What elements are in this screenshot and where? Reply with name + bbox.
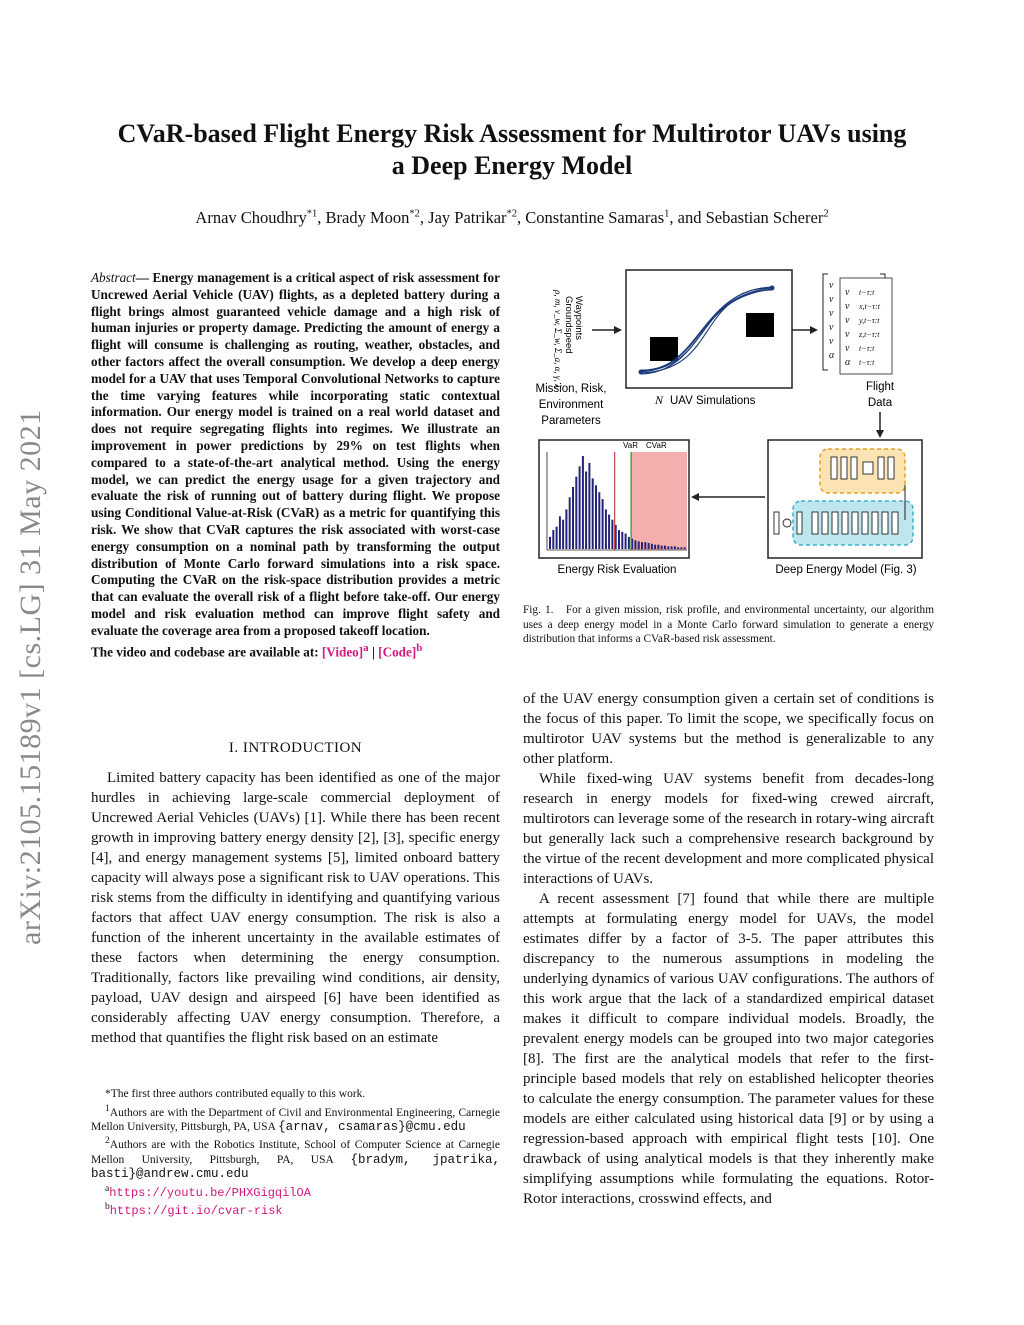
cvar-region xyxy=(632,452,687,550)
histogram-bar xyxy=(562,520,564,549)
svg-text:v: v xyxy=(829,294,834,305)
author-1: Arnav Choudhry xyxy=(195,208,307,227)
sim-n: N xyxy=(655,393,664,407)
histogram-bar xyxy=(684,547,686,549)
cvar-label: CVaR xyxy=(646,441,667,450)
arrow-head-sim xyxy=(810,326,818,334)
histogram-bar xyxy=(641,542,643,549)
svg-text:v: v xyxy=(845,287,850,298)
histogram-bar xyxy=(575,477,577,549)
abstract xyxy=(91,270,500,661)
histogram-bar xyxy=(664,546,666,549)
goal-point xyxy=(770,286,775,291)
footnote-1-text: Authors are with the Department of Civil and Environmental Engineering, Carnegie Mellon University, Pittsburgh, PA, USA xyxy=(91,1106,500,1133)
obstacle-2 xyxy=(746,313,774,337)
footnote-equal-contribution: *The first three authors contributed equally to this work. xyxy=(105,1088,366,1100)
author-list: Arnav Choudhry$^{*1}$, Brady Moon$^{*2}$, Jay Patrikar$^{*2}$, Constantine Samaras$^1$, and Sebastian Scherer$^2$ xyxy=(195,208,829,227)
right-paragraph-2: While fixed-wing UAV systems benefit from decades-long research in energy models for fixed-wing crewed aircraft, multirotors can leverage some of the research in rotary-wing aircraft but generally lack such a comprehensive research background by the virtue of the recent development and more complicated physical interactions of UAVs. xyxy=(523,771,934,887)
mission-label-2: Environment xyxy=(538,399,604,411)
arrow-head-data xyxy=(876,430,884,438)
author-5: and Sebastian Scherer xyxy=(677,208,824,227)
svg-text:t−τ:t: t−τ:t xyxy=(859,358,875,367)
flight-data-label-1: Flight xyxy=(865,381,895,393)
figure-1-pipeline xyxy=(523,262,935,592)
histogram-bar xyxy=(628,537,630,549)
svg-text:t−τ:t: t−τ:t xyxy=(859,344,875,353)
svg-text:y,t−τ:t: y,t−τ:t xyxy=(859,316,880,325)
author-3: Jay Patrikar xyxy=(428,208,507,227)
right-paragraph-1: of the UAV energy consumption given a certain set of conditions is the focus of this paper. To limit the scope, we specifically focus on multirotor UAV systems but the method is generalizable to any other platform. xyxy=(523,691,934,767)
histogram-bar xyxy=(552,530,554,549)
author-2: Brady Moon xyxy=(325,208,410,227)
caption-text: For a given mission, risk profile, and environmental uncertainty, our algorithm uses a deep energy model in a Monte Carlo forward simulation to generate a energy distribution that informs a CVaR-based risk assessment. xyxy=(523,604,934,645)
deep-model-label: Deep Energy Model (Fig. 3) xyxy=(775,564,917,576)
footnote-1-mark: 1 xyxy=(105,1102,110,1114)
histogram-bar xyxy=(634,540,636,549)
histogram-bar xyxy=(602,499,604,549)
paper-title xyxy=(80,118,944,182)
waypoints-label: Waypoints xyxy=(573,296,584,340)
footnote-affiliation-2 xyxy=(91,1134,500,1181)
var-label: VaR xyxy=(623,441,638,450)
svg-text:v: v xyxy=(845,315,850,326)
histogram-bar xyxy=(654,545,656,549)
histogram-bar xyxy=(595,485,597,549)
author-4: Constantine Samaras xyxy=(525,208,665,227)
histogram-bar xyxy=(667,546,669,549)
obstacle-1 xyxy=(650,337,678,361)
title-line-2: a Deep Energy Model xyxy=(391,151,633,180)
histogram-bar xyxy=(621,532,623,549)
histogram-bar xyxy=(638,541,640,549)
intro-left-column xyxy=(91,768,500,1048)
video-link[interactable]: [Video] xyxy=(321,643,364,659)
histogram-bar xyxy=(657,545,659,549)
histogram-bar xyxy=(556,527,558,549)
histogram-bar xyxy=(677,547,679,549)
intro-paragraph-1: Limited battery capacity has been identified as one of the major hurdles in achieving large-scale commercial deployment of Uncrewed Aerial Vehicles (UAVs) [1]. While there has been recent growth in improving battery energy density [2], [3], specific energy [4], and energy management systems [5], limited onboard battery capacity will always pose a significant risk to UAV operations. This risk stems from the difficulty in identifying and quantifying various factors that affect UAV energy consumption. The risk is also a function of the inherent uncertainty in the available estimates of these factors when determining the energy consumption. Traditionally, factors like prevailing wind conditions, air density, payload, UAV design and airspeed [6] have been identified as considerably affecting UAV energy consumption. Therefore, a method that quantifies the flight risk based on an estimate xyxy=(91,770,500,1046)
histogram-bar xyxy=(559,516,561,549)
svg-text:α: α xyxy=(845,357,851,368)
footnote-2-text: Authors are with the Robotics Institute, School of Computer Science at Carnegie Mellon University, Pittsburgh, PA, USA xyxy=(91,1139,500,1166)
footnote-1-email: {arnav, csamaras}@cmu.edu xyxy=(278,1119,466,1134)
footnote-2-mark: 2 xyxy=(105,1135,110,1147)
histogram-bar xyxy=(549,537,551,549)
author-5-affil: 2 xyxy=(823,208,829,220)
footnote-2-email: {bradym, jpatrika, basti}@andrew.cmu.edu xyxy=(91,1152,500,1182)
abstract-body: — Energy management is a critical aspect of risk assessment for Uncrewed Aerial Vehicle (UAV) flights, as a depleted battery during a flight brings almost guaranteed vehicle damage and a high risk of human injuries or property damage. Predicting the amount of energy a flight will consume is challenging as routing, weather, obstacles, and other factors affect the overall consumption. We develop a deep energy model for a UAV that uses Temporal Convolutional Networks to capture the time varying features while incorporating static contextual information. Our energy model is trained on a real world dataset and does not require segregating flights into regimes. We illustrate an improvement in power predictions by 29% on test flights when compared to a state-of-the-art analytical method. Using the energy model, we can predict the energy usage for a given trajectory and evaluate the risk of running out of battery during flight. We propose using Conditional Value-at-Risk (CVaR) as a metric for quantifying this risk. We show that CVaR captures the risk associated with worst-case energy consumption on a nominal path by transforming the output distribution of Monte Carlo forward simulations into a risk space. Computing the CVaR on the risk-space distribution provides a metric that can evaluate the overall risk of a flight before take-off. Our energy model and risk evaluation method can improve flight safety and evaluate the coverage area from a proposed takeoff location. xyxy=(91,270,500,638)
flight-data-matrix xyxy=(823,274,892,374)
svg-text:v: v xyxy=(829,280,834,291)
groundspeed-label: Groundspeed xyxy=(563,296,574,354)
arrow-head-params xyxy=(614,326,622,334)
footnote-affiliation-1 xyxy=(91,1102,500,1135)
histogram-bar xyxy=(608,515,610,549)
arxiv-identifier: arXiv:2105.15189v1 [cs.LG] 31 May 2021 xyxy=(14,409,47,945)
abstract-links xyxy=(91,640,500,661)
mission-label-1: Mission, Risk, xyxy=(535,383,607,395)
author-1-affil: *1 xyxy=(306,208,318,220)
svg-text:v: v xyxy=(845,343,850,354)
histogram-bar xyxy=(585,472,587,550)
title-line-1: CVaR-based Flight Energy Risk Assessment for Multirotor UAVs using xyxy=(117,119,907,148)
histogram-bar xyxy=(661,546,663,549)
links-separator: | xyxy=(368,643,379,659)
params-math-label: ρ, m, v_w, Σ_w, Σ_a, α, γ, λ xyxy=(553,290,563,388)
histogram-bar xyxy=(644,542,646,549)
start-point xyxy=(639,370,644,375)
sim-label: UAV Simulations xyxy=(670,395,756,407)
code-link[interactable]: [Code] xyxy=(378,643,417,659)
svg-text:z,t−τ:t: z,t−τ:t xyxy=(859,330,880,339)
flight-data-label-2: Data xyxy=(867,397,893,409)
arrow-head-model xyxy=(691,493,699,501)
mission-label-3: Parameters xyxy=(541,415,601,427)
abstract-label: Abstract xyxy=(91,270,136,285)
histogram-bar xyxy=(680,547,682,549)
author-3-affil: *2 xyxy=(506,208,518,220)
histogram-bar xyxy=(598,492,600,549)
caption-label: Fig. 1. xyxy=(523,604,554,616)
svg-text:α: α xyxy=(829,350,835,361)
histogram-bar xyxy=(592,478,594,549)
figure-1-caption xyxy=(523,603,934,647)
histogram-bar xyxy=(618,530,620,549)
video-link-sup: a xyxy=(363,641,369,654)
video-url-link[interactable]: https://youtu.be/PHXGigqilOA xyxy=(109,1185,311,1200)
svg-text:v: v xyxy=(829,322,834,333)
svg-text:v: v xyxy=(829,336,834,347)
histogram-bar xyxy=(579,466,581,549)
histogram-bar xyxy=(674,546,676,549)
links-intro: The video and codebase are available at: xyxy=(91,643,322,659)
intro-right-column xyxy=(523,689,934,1209)
histogram-bar xyxy=(671,546,673,549)
author-4-affil: 1 xyxy=(664,208,670,220)
histogram-bar xyxy=(588,463,590,549)
right-paragraph-3: A recent assessment [7] found that while there are multiple attempts at formulating energy model for UAVs, the model estimates differ by a factor of 3-5. The paper attributes this discrepancy to the numerous assumptions in modeling the underlying dynamics of various UAV configurations. The authors of this work argue that the lack of a standardized empirical dataset makes it difficult to compare individual models. Broadly, the prevalent energy models can be grouped into two major categories [8]. The first are the analytical models that refer to the first-principle based models that rely on established helicopter theories to calculate the energy consumption. The parameter values for these models are either calculated using historical data [9] or by using a regression-based approach with empirical flight tests [10]. One drawback of using analytical models is that they inherently make simplifying assumptions while formulating the equations. Rotor-Rotor interactions, crosswind effects, and xyxy=(523,891,934,1207)
histogram-bar xyxy=(605,509,607,549)
histogram-bar xyxy=(582,456,584,549)
footnote-a-mark: a xyxy=(105,1182,110,1194)
histogram-bar xyxy=(651,544,653,549)
footnote-video-url xyxy=(91,1182,500,1200)
histogram-bar xyxy=(625,534,627,550)
section-heading-introduction: I. INTRODUCTION xyxy=(228,740,363,756)
energy-risk-label: Energy Risk Evaluation xyxy=(557,564,677,576)
histogram-bar xyxy=(611,520,613,549)
footnotes xyxy=(91,1087,500,1218)
svg-text:x,t−τ:t: x,t−τ:t xyxy=(859,302,880,311)
footnote-b-mark: b xyxy=(105,1200,110,1212)
footnote-code-url xyxy=(91,1200,500,1218)
code-url-link[interactable]: https://git.io/cvar-risk xyxy=(109,1203,283,1218)
histogram-bar xyxy=(565,509,567,549)
histogram-bar xyxy=(572,487,574,549)
histogram-bar xyxy=(569,497,571,549)
svg-text:v: v xyxy=(845,329,850,340)
histogram-bar xyxy=(648,543,650,549)
svg-text:t−τ:t: t−τ:t xyxy=(859,288,875,297)
svg-text:v: v xyxy=(829,308,834,319)
svg-text:v: v xyxy=(845,301,850,312)
author-2-affil: *2 xyxy=(409,208,420,220)
code-link-sup: b xyxy=(416,641,423,654)
